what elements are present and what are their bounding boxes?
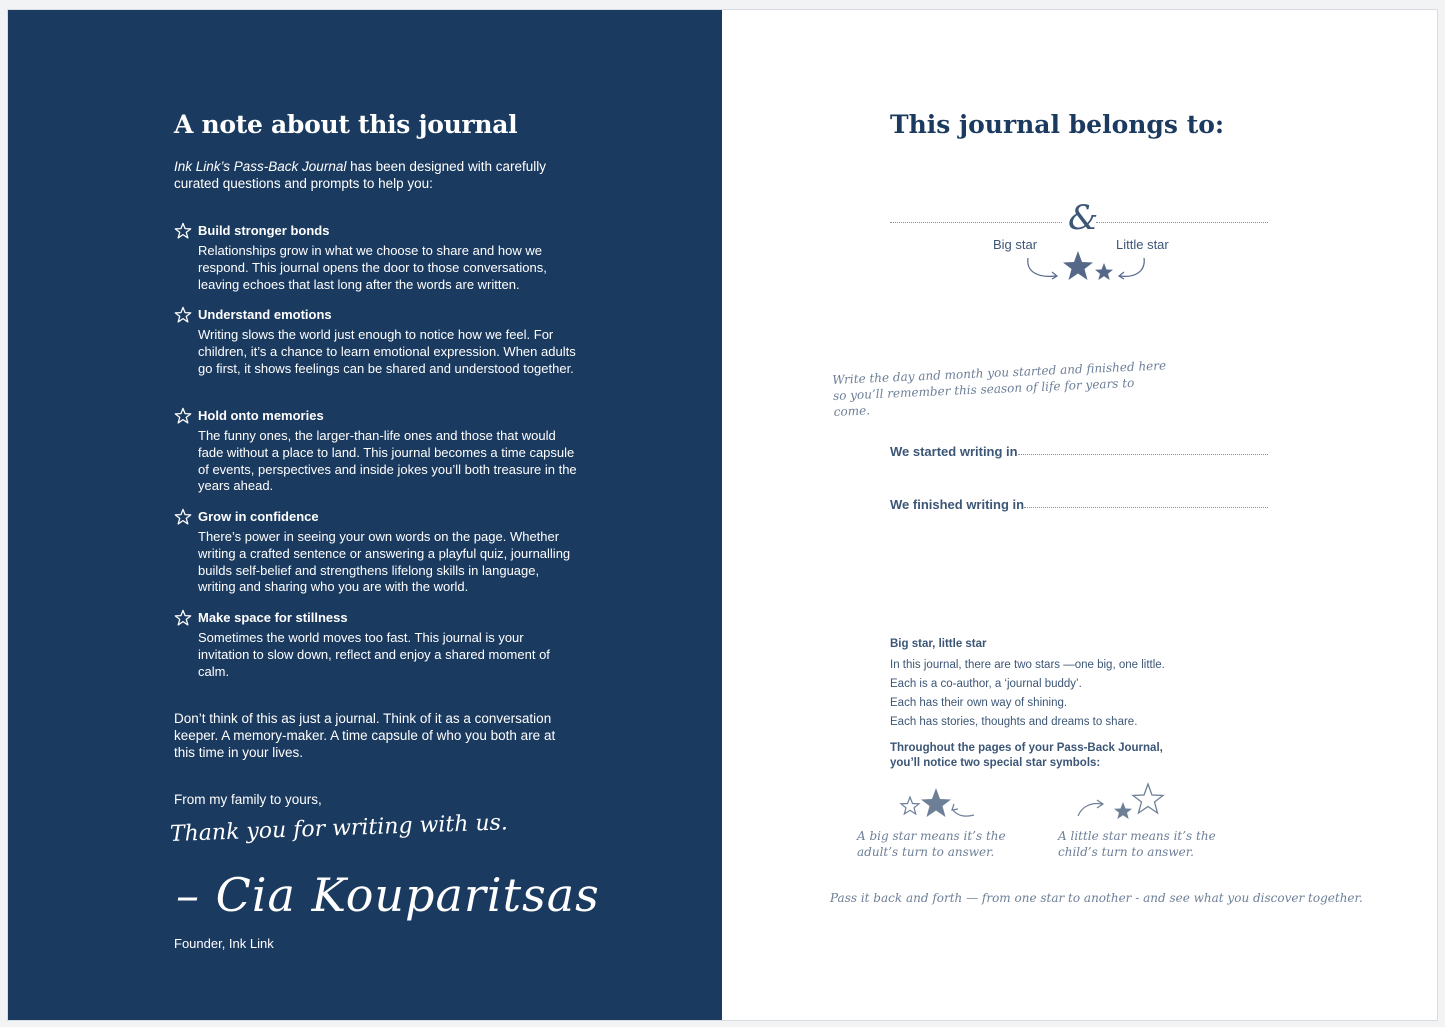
- signature: – Cia Kouparitsas: [176, 868, 600, 922]
- page-title: A note about this journal: [174, 110, 518, 139]
- benefit-title: Make space for stillness: [198, 610, 348, 625]
- finished-label: We finished writing in: [890, 497, 1025, 512]
- benefit-title: Hold onto memories: [198, 408, 324, 423]
- name-line-little[interactable]: [1096, 222, 1268, 223]
- name-line-big[interactable]: [890, 222, 1062, 223]
- star-outline-icon: [174, 407, 192, 425]
- journal-name: Ink Link’s Pass-Back Journal: [174, 159, 347, 174]
- benefit-title: Build stronger bonds: [198, 223, 330, 238]
- benefit-body: There’s power in seeing your own words on the page. Whether writing a crafted sentence or answering a playful quiz, journalling builds self-belief and strengthens lifelong skills in language, writing and sharing who you are with the world.: [198, 529, 571, 595]
- handwritten-thanks: Thank you for writing with us.: [169, 810, 509, 847]
- text-line: In this journal, there are two stars —one big, one little.: [890, 659, 1165, 671]
- little-star-symbol-icon: [1072, 780, 1172, 825]
- big-star-caption: [857, 828, 1006, 860]
- left-page: [8, 10, 722, 1020]
- ampersand: &: [1068, 198, 1099, 238]
- big-little-stars-icon: [1012, 250, 1152, 290]
- symbols-heading-line: Throughout the pages of your Pass-Back Journal,: [890, 742, 1163, 754]
- little-star-label: Little star: [1116, 237, 1169, 252]
- big-little-heading: Big star, little star: [890, 638, 987, 650]
- benefit-body: The funny ones, the larger-than-life ones and those that would fade without a place to land. This journal becomes a time capsule of events, perspectives and inside jokes you’ll both treasure in the years ahead.: [198, 428, 577, 494]
- symbols-heading-line: you’ll notice two special star symbols:: [890, 756, 1101, 769]
- sign-off: From my family to yours,: [174, 792, 322, 807]
- handwritten-instructions: Write the day and month you started and finished here so you’ll remember this season of life for years to come.: [832, 358, 1167, 419]
- intro-text: has been designed with carefully curated questions and prompts to help you:: [174, 159, 546, 191]
- finished-date-line[interactable]: [1024, 507, 1268, 508]
- page-title: This journal belongs to:: [890, 110, 1225, 139]
- caption-line: A big star means it’s the: [857, 829, 1006, 843]
- benefit-body: Relationships grow in what we choose to share and how we respond. This journal opens the door to those conversations, leaving echoes that last long after the words are written.: [198, 243, 547, 292]
- started-label: We started writing in: [890, 444, 1018, 459]
- closing-paragraph: Don’t think of this as just a journal. Think of it as a conversation keeper. A memory-maker. A time capsule of who you both are at this time in your lives.: [174, 711, 556, 760]
- little-star-caption: [1058, 828, 1216, 860]
- big-star-symbol-icon: [890, 785, 980, 825]
- caption-line: adult’s turn to answer.: [857, 845, 995, 859]
- benefit-title: Understand emotions: [198, 307, 332, 322]
- benefit-title: Grow in confidence: [198, 509, 319, 524]
- pass-back-line: Pass it back and forth — from one star to another - and see what you discover together.: [830, 891, 1363, 905]
- star-outline-icon: [174, 306, 192, 324]
- star-outline-icon: [174, 222, 192, 240]
- caption-line: child’s turn to answer.: [1058, 845, 1194, 859]
- caption-line: A little star means it’s the: [1058, 829, 1216, 843]
- right-page: [722, 10, 1437, 1020]
- benefit-body: Sometimes the world moves too fast. This journal is your invitation to slow down, reflect and enjoy a shared moment of calm.: [198, 630, 550, 679]
- star-outline-icon: [174, 508, 192, 526]
- founder-title: Founder, Ink Link: [174, 936, 274, 951]
- text-line: Each is a co-author, a ‘journal buddy’.: [890, 678, 1082, 690]
- big-little-text: [890, 656, 1165, 732]
- intro-paragraph: [174, 158, 564, 192]
- journal-spread: [8, 10, 1437, 1020]
- text-line: Each has their own way of shining.: [890, 697, 1068, 709]
- symbols-heading: [890, 741, 1210, 770]
- benefit-body: Writing slows the world just enough to notice how we feel. For children, it’s a chance to learn emotional expression. When adults go first, it shows feelings can be shared and understood together.: [198, 327, 576, 376]
- big-star-label: Big star: [993, 237, 1038, 252]
- started-date-line[interactable]: [1018, 454, 1268, 455]
- star-outline-icon: [174, 609, 192, 627]
- text-line: Each has stories, thoughts and dreams to share.: [890, 716, 1138, 728]
